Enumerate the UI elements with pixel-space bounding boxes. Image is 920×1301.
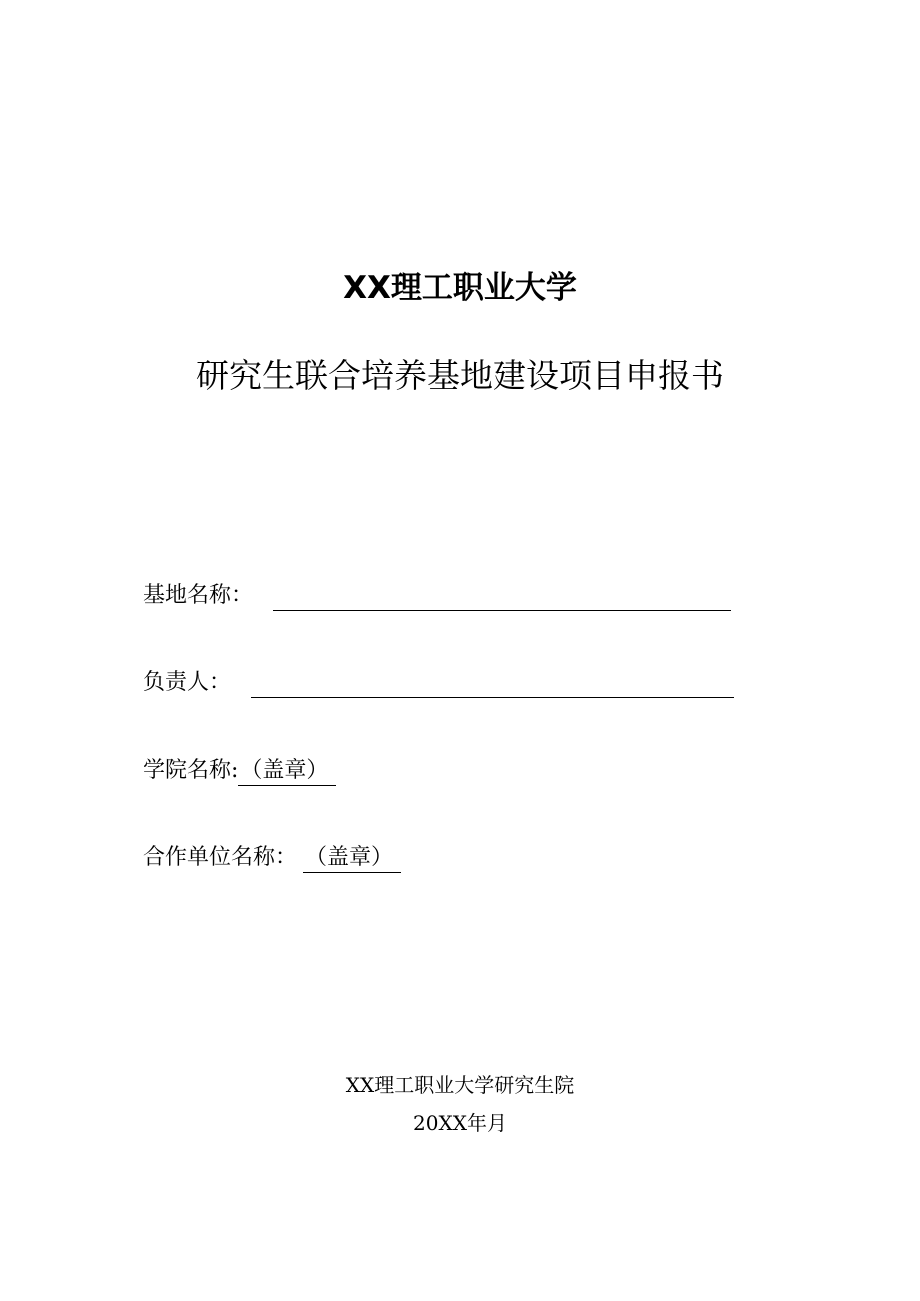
- leader-label: 负责人：: [143, 670, 232, 695]
- college-name-label: 学院名称:: [143, 758, 239, 783]
- base-name-label: 基地名称：: [143, 583, 254, 608]
- partner-unit-label: 合作单位名称：: [143, 845, 298, 870]
- leader-blank[interactable]: [251, 673, 734, 698]
- base-name-field: [143, 581, 731, 611]
- issuer-name: XX理工职业大学研究生院: [345, 1073, 575, 1097]
- document-subtitle: 研究生联合培养基地建设项目申报书: [196, 356, 724, 395]
- leader-field: [143, 668, 734, 698]
- partner-seal-placeholder[interactable]: （盖章）: [303, 844, 401, 873]
- issue-date: 20XX年月: [413, 1111, 507, 1135]
- base-name-blank[interactable]: [273, 586, 731, 611]
- college-seal-placeholder[interactable]: （盖章）: [238, 757, 336, 786]
- college-name-field: [143, 756, 336, 786]
- partner-unit-field: [143, 843, 401, 873]
- document-title: XX理工职业大学: [343, 270, 577, 306]
